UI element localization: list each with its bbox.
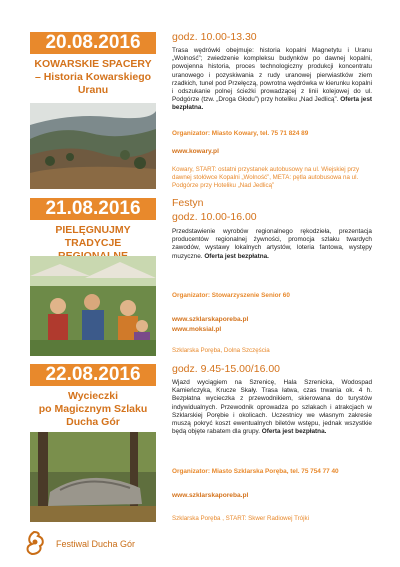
event-3-description [172, 379, 372, 436]
event-1-url-link[interactable]: www.kowary.pl [172, 148, 219, 155]
event-3-time: godz. 9.45-15.00/16.00 [172, 363, 281, 375]
event-3-free-note: Oferta jest bezpłatna. [261, 428, 327, 436]
event-3-date-banner: 22.08.2016 [30, 364, 156, 386]
event-3-organizer: Organizator: Miasto Szklarska Poręba, tel. 75 754 77 40 [172, 468, 339, 475]
event-1-free-note: Oferta jest bezpłatna. [172, 96, 372, 112]
event-3-title [30, 390, 156, 429]
event-2-location: Szklarska Poręba, Dolna Szczęścia [172, 347, 270, 354]
event-2-time: godz. 10.00-16.00 [172, 211, 257, 223]
event-3-title-line: Wycieczki [67, 390, 118, 402]
event-1-date-banner: 20.08.2016 [30, 32, 156, 54]
event-1-description-text: Trasa wędrówki obejmuje: historia kopalni Magnetytu i Uranu „Wolność”; zwiedzenie kompleksu budynków po dawnej kopalni, powojenna historia, proces technologiczny produkcji koncentratu uranowego i pozyskiwania z rudy uranowej pierwiastków ziem rzadkich, tunel pod Przełęczą, powrotna wędrówka w kierunku kopalni i odszukanie polnej ścieżki prowadzącej z linii kolejowej do ul. Podgórze (tzw. „Droga Głodu”) przy hoteliku „Nad Jedlicą”. [172, 47, 372, 104]
event-2-free-note: Oferta jest bezpłatna. [204, 252, 269, 260]
event-2-label: Festyn [172, 197, 204, 209]
event-2-title-line: PIELĘGNUJMY [55, 224, 131, 236]
event-1-time: godz. 10.00-13.30 [172, 31, 257, 43]
spirit-logo-icon [20, 530, 50, 556]
event-2-organizer: Organizator: Stowarzyszenie Senior 60 [172, 292, 290, 299]
event-1-description [172, 47, 372, 113]
event-3-photo-rocks [30, 432, 156, 522]
footer-logo-text: Festiwal Ducha Gór [56, 539, 136, 549]
event-3-url-link[interactable]: www.szklarskaporeba.pl [172, 492, 249, 499]
event-2-url-link-2[interactable]: www.moksial.pl [172, 326, 222, 333]
event-1-title-line: Uranu [77, 84, 109, 96]
event-2-photo-festival [30, 256, 156, 356]
event-1-title-line: – Historia Kowarskiego [34, 71, 152, 83]
event-3-title-line: po Magicznym Szlaku [38, 403, 148, 415]
event-1-photo-mountains [30, 103, 156, 189]
event-2-url-link-1[interactable]: www.szklarskaporeba.pl [172, 316, 249, 323]
event-2-description [172, 228, 372, 261]
event-3-title-line: Ducha Gór [66, 416, 120, 428]
event-3-description-text: Wjazd wyciągiem na Szrenicę, Hala Szrenicka, Wodospad Kamieńczyka, Krucze Skały. Trasa łatwa, czas trwania ok. 4 h. Bezpłatna wycieczka z przewodnikiem, skierowana do turystów indywidualnych. Przewodnik oprowadza po szlakach i atrakcjach w Szklarskiej Porębie i okolicach. Uczestnicy we własnym zakresie muszą pokryć koszt ewentualnych biletów wstępu, jednak wszystkie będą objęte rabatem dla grupy. [172, 379, 372, 436]
event-1-title-line: KOWARSKIE SPACERY [34, 58, 152, 70]
event-2-description-text: Przedstawienie wyrobów regionalnego rękodzieła, prezentacja producentów regionalnej żywności, promocja szlaku twardych zawodów, wystawy lokalnych artystów, loteria fantowa, występy muzyczne. [172, 228, 372, 260]
event-1-location: Kowary, START: ostatni przystanek autobusowy na ul. Wiejskiej przy dawnej stołówce Kopalni „Wolność”, META: pętla autobusowa na ul. Podgórze przy Hoteliku „Nad Jedlicą” [172, 166, 360, 189]
event-2-date-banner: 21.08.2016 [30, 198, 156, 220]
event-1-organizer: Organizator: Miasto Kowary, tel. 75 71 824 89 [172, 130, 309, 137]
event-1-title [30, 58, 156, 97]
event-3-location: Szklarska Poręba , START: Skwer Radiowej Trójki [172, 515, 309, 522]
festival-logo [20, 530, 136, 556]
event-2-title-line: TRADYCJE [64, 237, 122, 249]
